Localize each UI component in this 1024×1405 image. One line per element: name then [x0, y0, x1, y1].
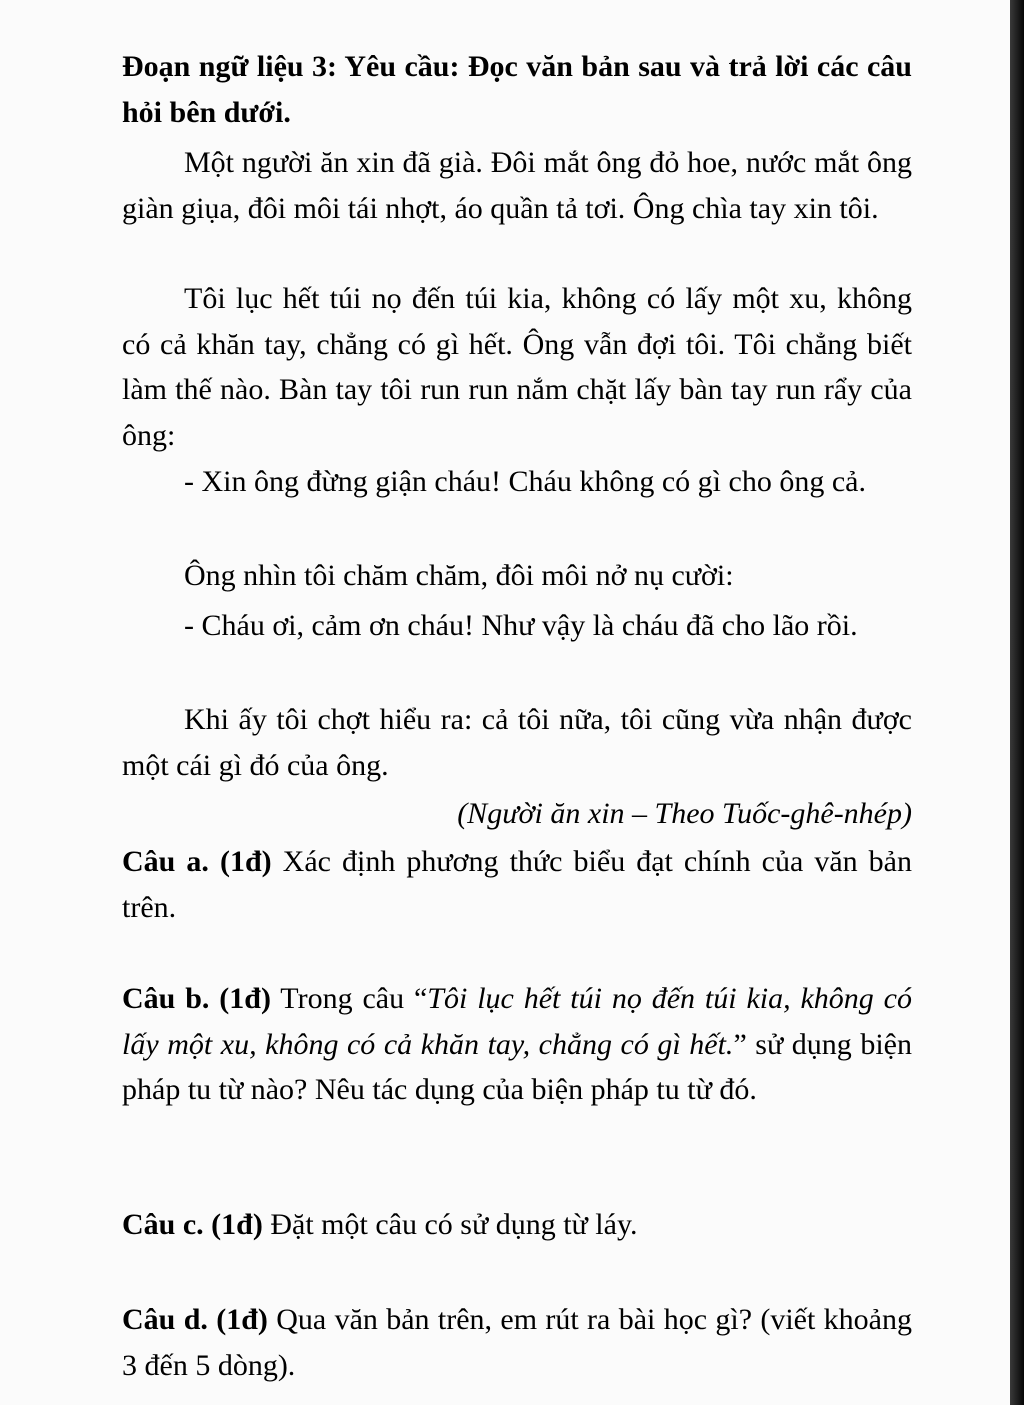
passage-paragraph-2: Tôi lục hết túi nọ đến túi kia, không có lấy một xu, không có cả khăn tay, chẳng có gì hết. Ông vẫn đợi tôi. Tôi chẳng biết làm thế nào. Bàn tay tôi run run nắm chặt lấy bàn tay run rẩy của ông: — [122, 282, 912, 452]
question-a-label: Câu a. (1đ) — [122, 845, 272, 878]
question-d-label: Câu d. (1đ) — [122, 1303, 268, 1336]
passage-source: (Người ăn xin – Theo Tuốc-ghê-nhép) — [457, 797, 912, 830]
question-c — [122, 1202, 912, 1248]
passage-paragraph-3: Ông nhìn tôi chăm chăm, đôi môi nở nụ cười: — [184, 559, 734, 592]
question-d-text: Qua văn bản trên, em rút ra bài học gì? (viết khoảng 3 đến 5 dòng). — [122, 1303, 912, 1382]
passage-paragraph-4: Khi ấy tôi chợt hiểu ra: cả tôi nữa, tôi cũng vừa nhận được một cái gì đó của ông. — [122, 703, 912, 782]
question-b-text-after: ” sử dụng biện pháp tu từ nào? Nêu tác dụng của biện pháp tu từ đó. — [122, 1027, 912, 1107]
question-a-text: Xác định phương thức biểu đạt chính của văn bản trên. — [122, 845, 912, 924]
question-b-quote: Tôi lục hết túi nọ đến túi kia, không có lấy một xu, không có cả khăn tay, chẳng có gì hết. — [122, 982, 912, 1061]
page-edge-shadow — [1010, 0, 1024, 1405]
question-b-text-before: Trong câu “ — [270, 982, 428, 1015]
passage-paragraph-1: Một người ăn xin đã già. Đôi mắt ông đỏ hoe, nước mắt ông giàn giụa, đôi môi tái nhợt, áo quần tả tơi. Ông chìa tay xin tôi. — [122, 146, 912, 225]
question-d — [122, 1297, 912, 1388]
question-b — [122, 976, 912, 1113]
passage-dialogue-2: - Cháu ơi, cảm ơn cháu! Như vậy là cháu đã cho lão rồi. — [184, 609, 858, 642]
passage-dialogue-1: - Xin ông đừng giận cháu! Cháu không có gì cho ông cả. — [184, 465, 866, 498]
question-b-label: Câu b. (1đ) — [122, 982, 271, 1015]
question-a — [122, 839, 912, 930]
question-c-text: Đặt một câu có sử dụng từ láy. — [262, 1208, 638, 1241]
passage-heading: Đoạn ngữ liệu 3: Yêu cầu: Đọc văn bản sau và trả lời các câu hỏi bên dưới. — [122, 50, 912, 129]
question-c-label: Câu c. (1đ) — [122, 1208, 263, 1241]
